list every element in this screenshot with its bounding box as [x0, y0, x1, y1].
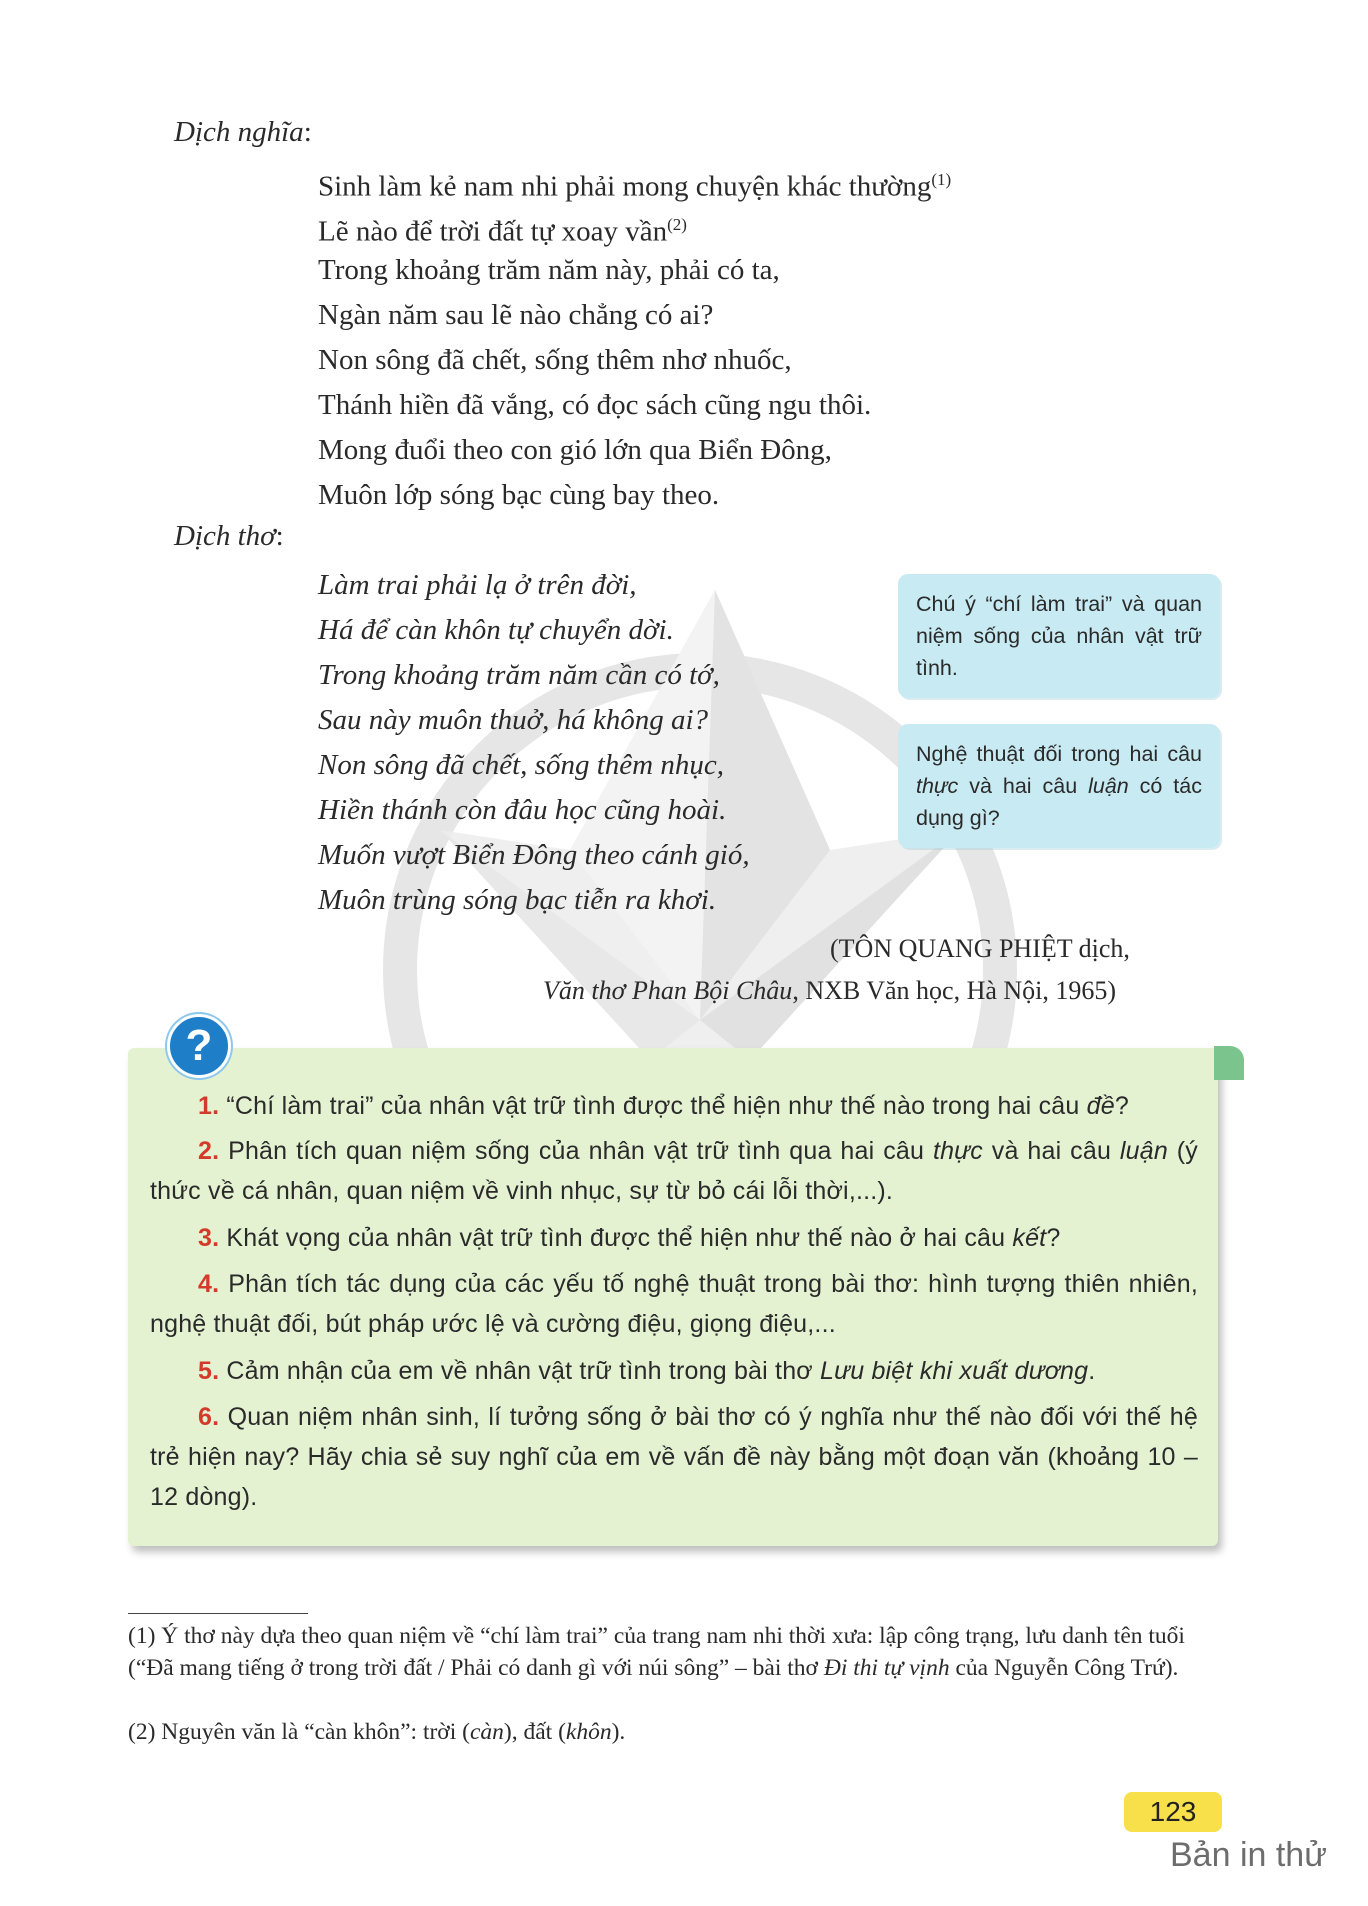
meaning-line-7: Mong đuổi theo con gió lớn qua Biển Đông,	[318, 434, 832, 466]
question-1	[150, 1086, 1246, 1126]
translation-meaning-label	[174, 116, 312, 149]
question-mark-glyph: ?	[185, 1021, 213, 1070]
side-note-1-text: Chú ý “chí làm trai” và quan niệm sống của nhân vật trữ tình.	[916, 592, 1202, 680]
meaning-line-2-text: Lẽ nào để trời đất tự xoay vần	[318, 215, 668, 248]
footnote-2-text: (2) Nguyên văn là “càn khôn”: trời (	[128, 1719, 470, 1745]
footnote-2-mid: ), đất (	[503, 1719, 566, 1745]
footnote-2-italic-khon: khôn	[565, 1719, 612, 1745]
question-2-mid: và hai câu	[982, 1137, 1120, 1165]
source-publisher: , NXB Văn học, Hà Nội, 1965)	[792, 976, 1117, 1005]
question-2-text: Phân tích quan niệm sống của nhân vật trữ tình qua hai câu	[219, 1137, 933, 1165]
question-5-end: .	[1088, 1357, 1096, 1385]
footnote-2	[128, 1716, 1220, 1748]
footnote-divider	[128, 1613, 308, 1614]
meaning-line-8: Muôn lớp sóng bạc cùng bay theo.	[318, 479, 720, 511]
question-number: 3.	[198, 1224, 220, 1252]
question-box-tab	[1214, 1046, 1244, 1080]
print-proof-label: Bản in thử	[1170, 1836, 1327, 1874]
question-3	[150, 1218, 1246, 1258]
poem-line-6: Hiền thánh còn đâu học cũng hoài.	[318, 794, 727, 826]
label-colon: :	[303, 116, 312, 148]
label-colon: :	[275, 520, 284, 552]
source-book-title: Văn thơ Phan Bội Châu	[543, 976, 793, 1005]
meaning-line-3: Trong khoảng trăm năm này, phải có ta,	[318, 254, 780, 286]
poem-line-1: Làm trai phải lạ ở trên đời,	[318, 569, 637, 601]
poem-line-2: Há để càn khôn tự chuyển dời.	[318, 614, 674, 646]
meaning-line-2	[318, 207, 687, 250]
side-note-2-luan: luận	[1088, 774, 1129, 798]
footnote-2-end: ).	[611, 1719, 626, 1745]
meaning-line-5: Non sông đã chết, sống thêm nhơ nhuốc,	[318, 344, 792, 376]
meaning-line-1-text: Sinh làm kẻ nam nhi phải mong chuyện khác thường	[318, 170, 932, 203]
side-note-2	[898, 724, 1220, 848]
question-number: 4.	[198, 1270, 220, 1298]
poem-line-3: Trong khoảng trăm năm cần có tớ,	[318, 659, 720, 691]
footnote-1-italic: Đi thi tự vịnh	[823, 1655, 950, 1681]
meaning-line-4: Ngàn năm sau lẽ nào chẳng có ai?	[318, 299, 714, 331]
question-2-end: (ý thức về cá nhân, quan niệm về vinh nhục, sự từ bỏ cái lỗi thời,...).	[150, 1137, 1198, 1205]
question-number: 1.	[198, 1092, 220, 1120]
meaning-line-1	[318, 162, 951, 205]
poem-line-8: Muôn trùng sóng bạc tiễn ra khơi.	[318, 884, 717, 916]
question-1-italic: đề	[1086, 1092, 1115, 1120]
poem-line-4: Sau này muôn thuở, há không ai?	[318, 704, 709, 736]
question-4	[150, 1264, 1198, 1344]
question-2	[150, 1131, 1198, 1211]
question-3-text: Khát vọng của nhân vật trữ tình được thể hiện như thế nào ở hai câu	[219, 1224, 1013, 1252]
meaning-line-6: Thánh hiền đã vắng, có đọc sách cũng ngu thôi.	[318, 389, 872, 421]
translation-poem-label	[174, 520, 284, 553]
translation-poem-label-text: Dịch thơ	[174, 520, 276, 552]
question-number: 2.	[198, 1137, 220, 1165]
question-number: 5.	[198, 1357, 220, 1385]
question-5	[150, 1351, 1246, 1391]
page-number-badge: 123	[1124, 1792, 1222, 1832]
question-6	[150, 1397, 1198, 1517]
footnote-ref-1: (1)	[931, 170, 952, 189]
footnote-1	[128, 1620, 1220, 1684]
question-1-text: “Chí làm trai” của nhân vật trữ tình được thể hiện như thế nào trong hai câu	[219, 1092, 1087, 1120]
question-mark-icon	[167, 1014, 231, 1078]
footnote-2-italic-can: càn	[469, 1719, 504, 1745]
question-4-text: Phân tích tác dụng của các yếu tố nghệ thuật trong bài thơ: hình tượng thiên nhiên, nghệ thuật đối, bút pháp ước lệ và cường điệu, giọng điệu,...	[150, 1270, 1198, 1338]
side-note-2-thuc: thực	[916, 774, 959, 798]
question-2-italic-thuc: thực	[932, 1137, 983, 1165]
footnote-ref-2: (2)	[667, 215, 687, 234]
side-note-2-text-b: và hai câu	[958, 774, 1089, 798]
side-note-2-text-c: có tác dụng gì?	[916, 774, 1202, 830]
question-5-italic: Lưu biệt khi xuất dương	[820, 1357, 1089, 1385]
translation-meaning-label-text: Dịch nghĩa	[174, 116, 304, 148]
poem-line-5: Non sông đã chết, sống thêm nhục,	[318, 749, 724, 781]
question-6-text: Quan niệm nhân sinh, lí tưởng sống ở bài thơ có ý nghĩa như thế nào đối với thế hệ trẻ hiện nay? Hãy chia sẻ suy nghĩ của em về vấn đề này bằng một đoạn văn (khoảng 10 – 12 dòng).	[150, 1403, 1198, 1511]
side-note-1	[898, 574, 1220, 698]
question-3-italic: kết	[1012, 1224, 1047, 1252]
question-number: 6.	[198, 1403, 220, 1431]
footnote-1-end: của Nguyễn Công Trứ).	[949, 1655, 1179, 1681]
question-5-text: Cảm nhận của em về nhân vật trữ tình trong bài thơ	[219, 1357, 821, 1385]
question-1-end: ?	[1114, 1092, 1129, 1120]
footnote-1-text: (1) Ý thơ này dựa theo quan niệm về “chí làm trai” của trang nam nhi thời xưa: lập công trạng, lưu danh tên tuổi (“Đã mang tiếng ở trong trời đất / Phải có danh gì với núi sông” – bài thơ	[128, 1623, 1185, 1681]
source-translator: (TÔN QUANG PHIỆT dịch,	[830, 934, 1130, 963]
question-2-italic-luan: luận	[1119, 1137, 1168, 1165]
poem-line-7: Muốn vượt Biển Đông theo cánh gió,	[318, 839, 750, 871]
side-note-2-text-a: Nghệ thuật đối trong hai câu	[916, 742, 1202, 766]
source-citation	[543, 976, 1116, 1006]
question-3-end: ?	[1046, 1224, 1061, 1252]
